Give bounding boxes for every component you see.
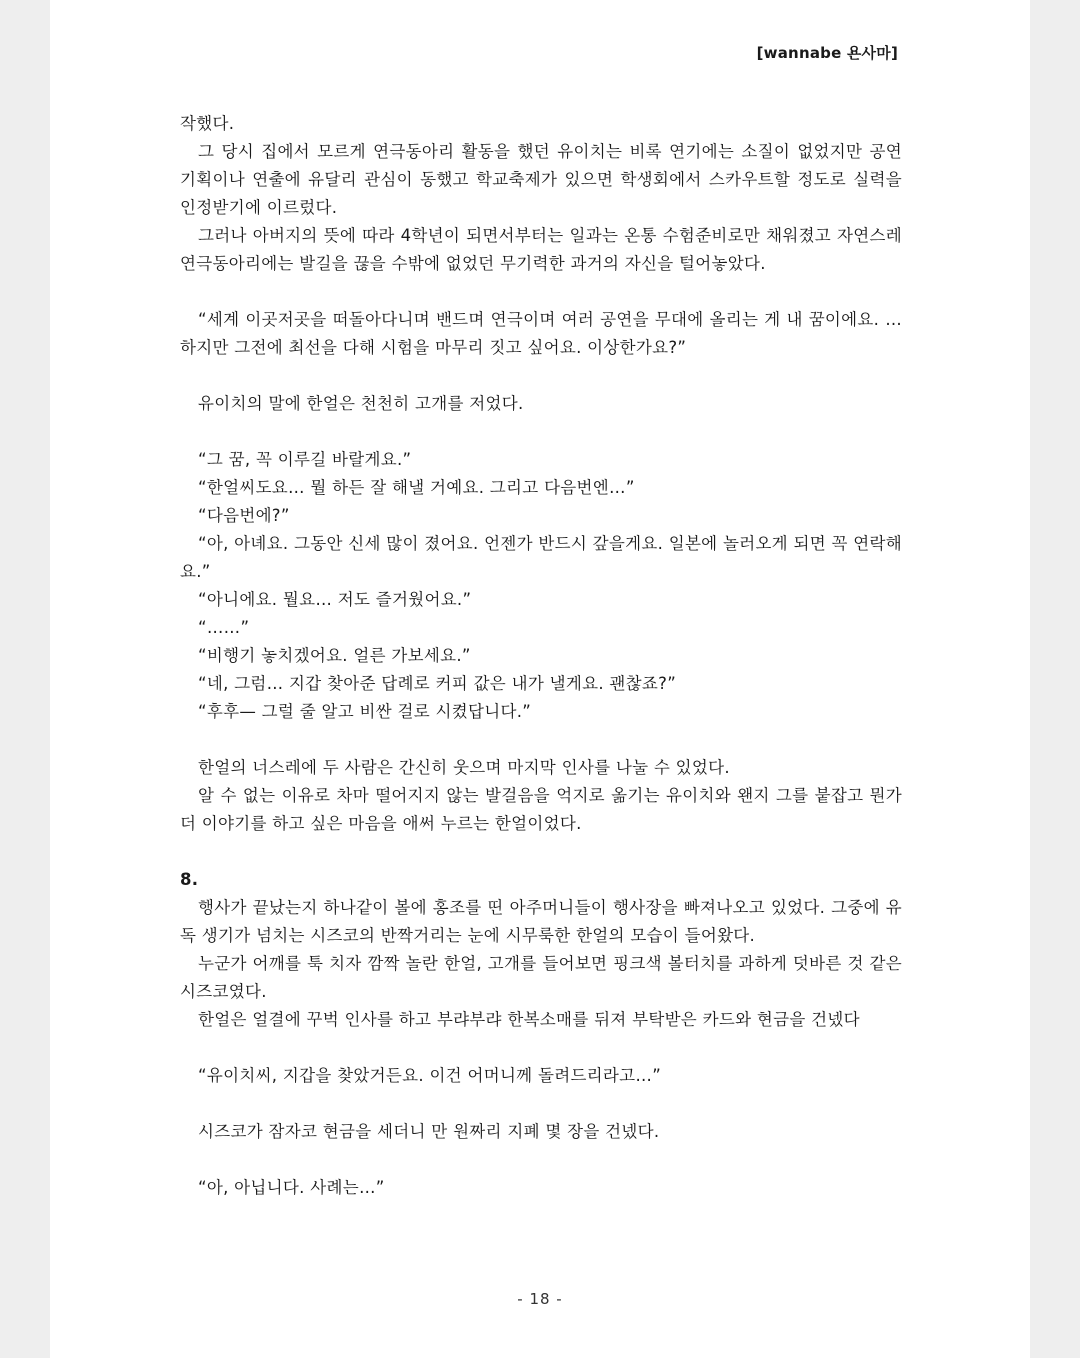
paragraph: 한얼의 너스레에 두 사람은 간신히 웃으며 마지막 인사를 나눌 수 있었다. — [198, 758, 730, 777]
page-number: - 18 - — [517, 1290, 563, 1308]
paragraph: 작했다. — [180, 114, 235, 133]
dialogue-line: “다음번에?” — [198, 506, 290, 525]
dialogue-line: “유이치씨, 지갑을 찾았거든요. 이건 어머니께 돌려드리라고…” — [198, 1066, 662, 1085]
dialogue-line: “……” — [198, 618, 250, 637]
dialogue-line: “후후— 그럴 줄 알고 비싼 걸로 시켰답니다.” — [198, 702, 532, 721]
paragraph: 그러나 아버지의 뜻에 따라 4학년이 되면서부터는 일과는 온통 수험준비로만 채워졌고 자연스레 연극동아리에는 발길을 끊을 수밖에 없었던 무기력한 과거의 자신을 털어놓았다. — [180, 226, 902, 273]
dialogue-line: “그 꿈, 꼭 이루길 바랄게요.” — [198, 450, 412, 469]
paragraph: 누군가 어깨를 툭 치자 깜짝 놀란 한얼, 고개를 들어보면 핑크색 볼터치를 과하게 덧바른 것 같은 시즈코였다. — [180, 954, 902, 1001]
dialogue-line: “아, 아녜요. 그동안 신세 많이 졌어요. 언젠가 반드시 갚을게요. 일본에 놀러오게 되면 꼭 연락해요.” — [180, 534, 902, 581]
paragraph: 행사가 끝났는지 하나같이 볼에 홍조를 띤 아주머니들이 행사장을 빠져나오고 있었다. 그중에 유독 생기가 넘치는 시즈코의 반짝거리는 눈에 시무룩한 한얼의 모습이 들어왔다. — [180, 898, 902, 945]
dialogue-line: “세계 이곳저곳을 떠돌아다니며 밴드며 연극이며 여러 공연을 무대에 올리는 게 내 꿈이에요. …하지만 그전에 최선을 다해 시험을 마무리 짓고 싶어요. 이상한가요?” — [180, 310, 902, 357]
paragraph: 알 수 없는 이유로 차마 떨어지지 않는 발걸음을 억지로 옮기는 유이치와 왠지 그를 붙잡고 뭔가 더 이야기를 하고 싶은 마음을 애써 누르는 한얼이었다. — [180, 786, 902, 833]
document-page — [50, 0, 1030, 1358]
paragraph: 한얼은 얼결에 꾸벅 인사를 하고 부랴부랴 한복소매를 뒤져 부탁받은 카드와 현금을 건넸다 — [198, 1010, 860, 1029]
dialogue-line: “비행기 놓치겠어요. 얼른 가보세요.” — [198, 646, 471, 665]
paragraph: 그 당시 집에서 모르게 연극동아리 활동을 했던 유이치는 비록 연기에는 소질이 없었지만 공연 기획이나 연출에 유달리 관심이 동했고 학교축제가 있으면 학생회에서 스카우트할 정도로 실력을 인정받기에 이르렀다. — [180, 142, 902, 217]
dialogue-line: “한얼씨도요… 뭘 하든 잘 해낼 거예요. 그리고 다음번엔…” — [198, 478, 635, 497]
dialogue-line: “아니에요. 뭘요… 저도 즐거웠어요.” — [198, 590, 472, 609]
dialogue-line: “네, 그럼… 지갑 찾아준 답례로 커피 값은 내가 낼게요. 괜찮죠?” — [198, 674, 677, 693]
running-header: [wannabe 욘사마] — [756, 44, 898, 62]
paragraph: 유이치의 말에 한얼은 천천히 고개를 저었다. — [198, 394, 524, 413]
body-text — [180, 110, 902, 1202]
section-heading: 8. — [180, 870, 199, 889]
dialogue-line: “아, 아닙니다. 사례는…” — [198, 1178, 385, 1197]
paragraph: 시즈코가 잠자코 현금을 세더니 만 원짜리 지폐 몇 장을 건넸다. — [198, 1122, 660, 1141]
